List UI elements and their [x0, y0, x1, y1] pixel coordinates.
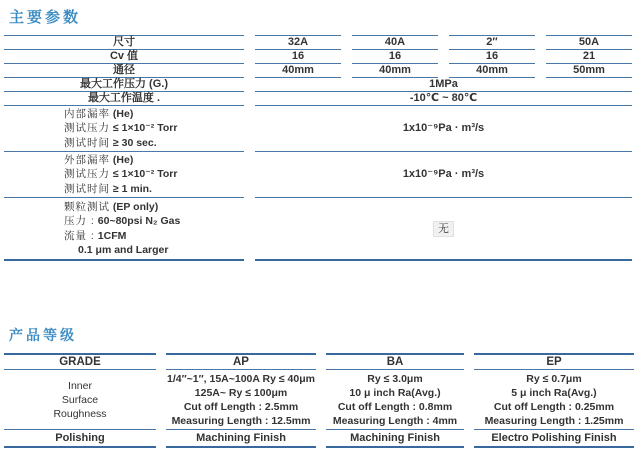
size-value-32a: 32A — [255, 35, 341, 50]
grade-header-ep: EP — [474, 353, 634, 370]
external-leak-title: 外部漏率 (He) — [64, 153, 134, 166]
internal-leak-test-pressure: 测试压力 ≤ 1×10⁻² Torr — [64, 122, 178, 135]
size-value-2in: 2″ — [449, 35, 535, 50]
max-temp-label: 最大工作温度 . — [4, 92, 244, 106]
roughness-label: Inner Surface Roughness — [4, 370, 156, 430]
cv-value-3: 16 — [449, 50, 535, 64]
particle-test-size: 0.1 μm and Larger — [78, 244, 169, 256]
internal-leak-value: 1x10⁻⁹Pa · m³/s — [255, 106, 632, 152]
roughness-ep: Ry ≤ 0.7μm 5 μ inch Ra(Avg.) Cut off Length : 0.25mm Measuring Length : 1.25mm — [474, 370, 634, 430]
internal-leak-title: 内部漏率 (He) — [64, 107, 134, 120]
bore-value-2: 40mm — [352, 64, 438, 78]
polishing-ep: Electro Polishing Finish — [474, 430, 634, 448]
roughness-ap: 1/4″~1″, 15A~100A Ry ≤ 40μm 125A~ Ry ≤ 100μm Cut off Length : 2.5mm Measuring Length : 12.5mm — [166, 370, 316, 430]
grade-title: 产品等级 — [9, 328, 77, 344]
cv-value-2: 16 — [352, 50, 438, 64]
external-leak-value: 1x10⁻⁹Pa · m³/s — [255, 152, 632, 198]
size-value-50a: 50A — [546, 35, 632, 50]
particle-test-pressure: 压力 : 60~80psi N₂ Gas — [64, 215, 181, 227]
external-leak-test-pressure: 测试压力 ≤ 1×10⁻² Torr — [64, 168, 178, 181]
grade-table — [4, 353, 634, 448]
cv-row-label: Cv 值 — [4, 50, 244, 64]
polishing-ap: Machining Finish — [166, 430, 316, 448]
particle-test-flow: 流量 : 1CFM — [64, 229, 127, 242]
main-params-title: 主要参数 — [9, 8, 82, 26]
max-temp-value: -10℃ ~ 80℃ — [255, 92, 632, 106]
max-pressure-label: 最大工作压力 (G.) — [4, 78, 244, 92]
particle-test-label — [4, 198, 244, 261]
size-row-label: 尺寸 — [4, 35, 244, 50]
external-leak-test-time: 测试时间 ≥ 1 min. — [64, 182, 152, 195]
size-value-40a: 40A — [352, 35, 438, 50]
cv-value-1: 16 — [255, 50, 341, 64]
particle-test-none: 无 — [433, 221, 454, 237]
grade-header-ba: BA — [326, 353, 464, 370]
main-params-table — [4, 35, 632, 261]
max-pressure-value: 1MPa — [255, 78, 632, 92]
grade-header-grade: GRADE — [4, 353, 156, 370]
bore-value-3: 40mm — [449, 64, 535, 78]
bore-row-label: 通径 — [4, 64, 244, 78]
roughness-ba: Ry ≤ 3.0μm 10 μ inch Ra(Avg.) Cut off Length : 0.8mm Measuring Length : 4mm — [326, 370, 464, 430]
polishing-label: Polishing — [4, 430, 156, 448]
polishing-ba: Machining Finish — [326, 430, 464, 448]
bore-value-1: 40mm — [255, 64, 341, 78]
grade-header-ap: AP — [166, 353, 316, 370]
internal-leak-label — [4, 106, 244, 152]
particle-test-title: 颗粒测试 (EP only) — [64, 200, 159, 213]
internal-leak-test-time: 测试时间 ≥ 30 sec. — [64, 136, 157, 149]
external-leak-label — [4, 152, 244, 198]
particle-test-value — [255, 198, 632, 261]
bore-value-4: 50mm — [546, 64, 632, 78]
cv-value-4: 21 — [546, 50, 632, 64]
